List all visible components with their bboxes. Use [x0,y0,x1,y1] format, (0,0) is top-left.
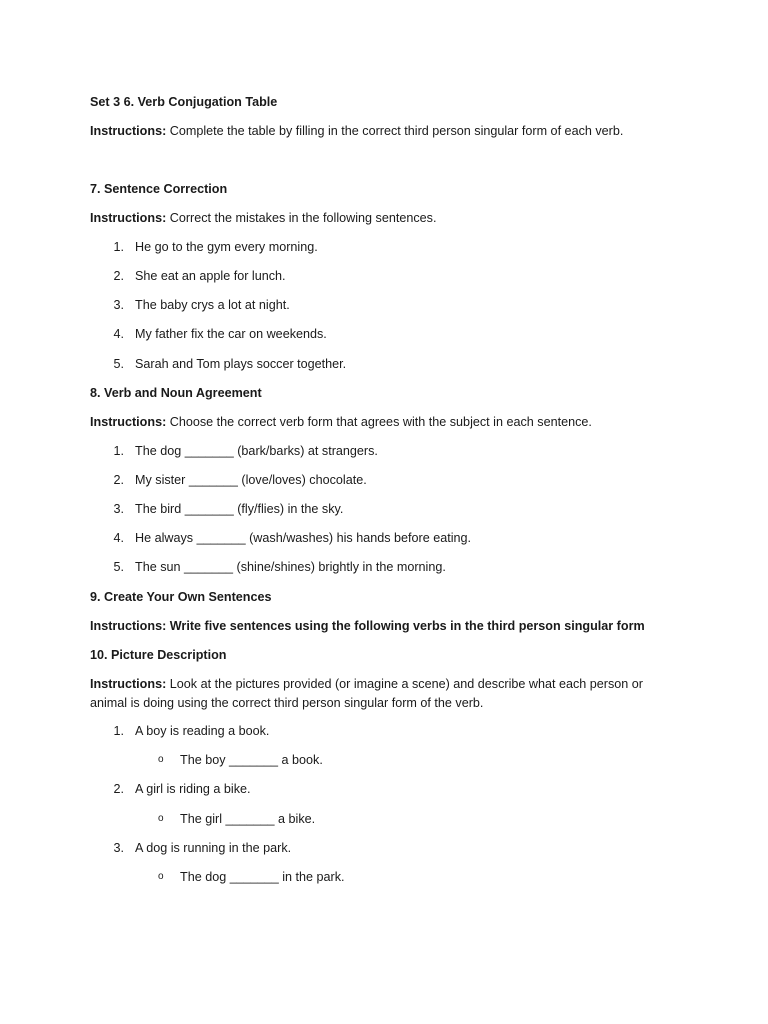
instructions-text: Look at the pictures provided (or imagine a scene) and describe what each person or animal is doing using the correct third person singular form of the verb. [90,677,644,710]
item-text: A boy is reading a book. [135,724,270,738]
hollow-bullet-icon: o [158,871,164,882]
section-6-title: Set 3 6. Verb Conjugation Table [90,95,278,109]
instructions-label: Instructions: [90,677,167,691]
hollow-bullet-icon: o [158,813,164,824]
item-number: 3. [113,502,124,516]
sub-item-text: The girl _______ a bike. [180,812,316,826]
instructions-label: Instructions: [90,415,167,429]
item-number: 2. [113,782,124,796]
item-text: The sun _______ (shine/shines) brightly in the morning. [135,560,446,574]
instructions-text: Correct the mistakes in the following sentences. [166,211,437,225]
section-10-instructions [90,675,650,713]
item-number: 2. [113,269,124,283]
item-text: He always _______ (wash/washes) his hands before eating. [135,531,472,545]
section-6-instructions [90,123,623,139]
item-text: The baby crys a lot at night. [135,298,290,312]
item-text: My sister _______ (love/loves) chocolate. [135,473,367,487]
section-7-instructions [90,210,436,226]
item-text: She eat an apple for lunch. [135,269,286,283]
section-7-title: 7. Sentence Correction [90,182,228,196]
item-number: 3. [113,841,124,855]
item-number: 3. [113,298,124,312]
item-number: 1. [113,240,124,254]
item-text: The dog _______ (bark/barks) at strangers. [135,444,378,458]
section-8-title: 8. Verb and Noun Agreement [90,386,262,400]
item-number: 5. [113,560,124,574]
item-number: 1. [113,724,124,738]
sub-item-text: The dog _______ in the park. [180,870,345,884]
item-number: 1. [113,444,124,458]
instructions-label: Instructions: [90,124,167,138]
section-10-title: 10. Picture Description [90,648,227,662]
item-number: 4. [113,327,124,341]
item-text: My father fix the car on weekends. [135,327,327,341]
instructions-label: Instructions: [90,211,167,225]
item-text: A girl is riding a bike. [135,782,251,796]
sub-item-text: The boy _______ a book. [180,753,323,767]
item-number: 5. [113,357,124,371]
item-text: A dog is running in the park. [135,841,292,855]
section-9-instructions: Instructions: Write five sentences using the following verbs in the third person singular form [90,619,645,633]
item-number: 4. [113,531,124,545]
hollow-bullet-icon: o [158,754,164,765]
section-9-title: 9. Create Your Own Sentences [90,590,272,604]
instructions-text: Choose the correct verb form that agrees with the subject in each sentence. [166,415,592,429]
item-number: 2. [113,473,124,487]
item-text: The bird _______ (fly/flies) in the sky. [135,502,344,516]
section-8-instructions [90,414,592,430]
item-text: He go to the gym every morning. [135,240,318,254]
instructions-text: Complete the table by filling in the correct third person singular form of each verb. [166,124,624,138]
item-text: Sarah and Tom plays soccer together. [135,357,347,371]
